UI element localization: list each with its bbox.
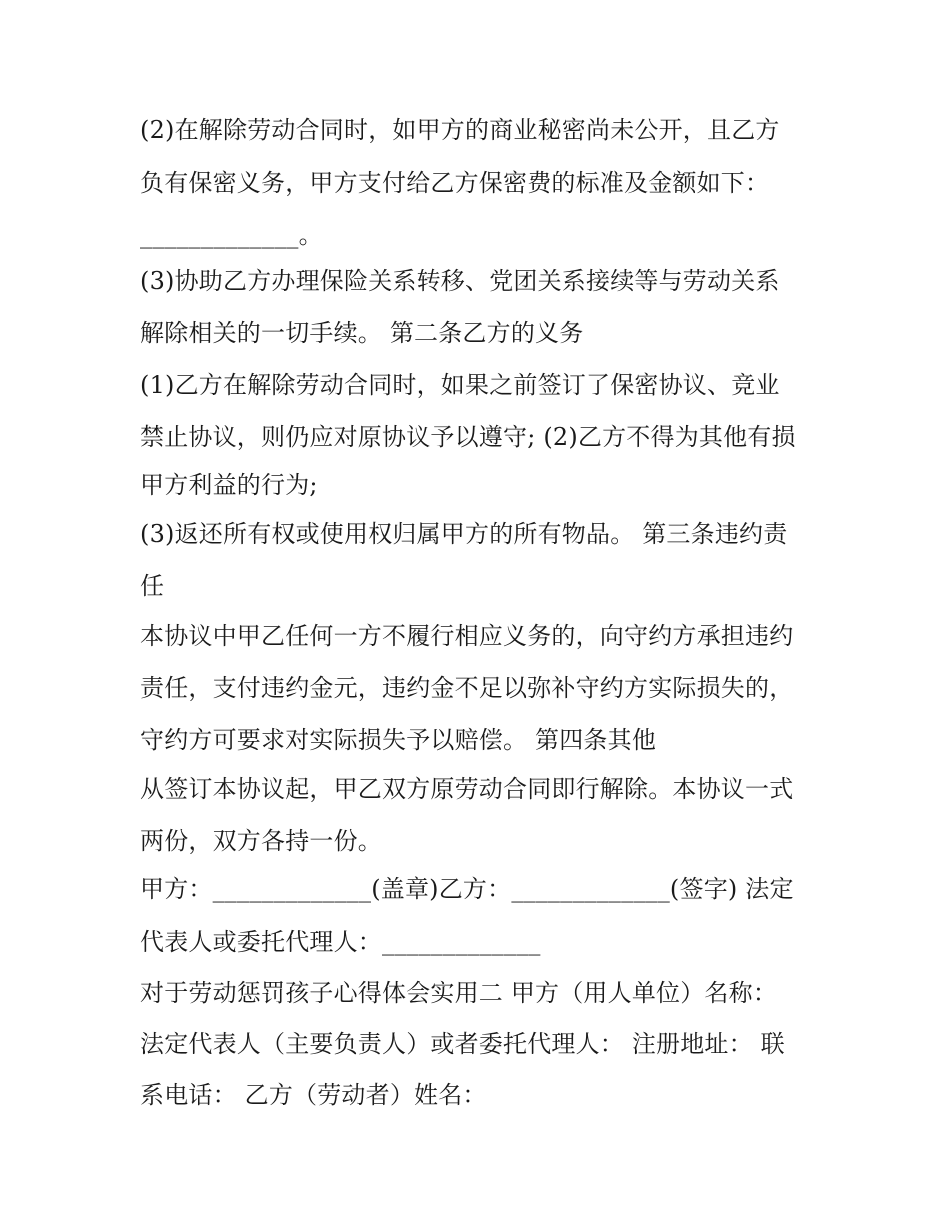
text-line: _____________。 — [140, 221, 323, 249]
text-line: 任 — [140, 572, 165, 600]
text-line: 代表人或委托代理人：_____________ — [140, 928, 541, 956]
text-line: 责任，支付违约金元，违约金不足以弥补守约方实际损失的， — [140, 674, 794, 702]
text-line: 守约方可要求对实际损失予以赔偿。 第四条其他 — [140, 726, 657, 754]
text-line: (1)乙方在解除劳动合同时，如果之前签订了保密协议、竞业 — [140, 371, 780, 399]
text-line: 系电话： 乙方（劳动者）姓名： — [140, 1081, 487, 1109]
text-line: 对于劳动惩罚孩子心得体会实用二 甲方（用人单位）名称： — [140, 979, 778, 1007]
text-line: 甲方：_____________(盖章)乙方：_____________(签字) 法定 — [140, 875, 794, 903]
text-line: 从签订本协议起，甲乙双方原劳动合同即行解除。本协议一式 — [140, 775, 794, 803]
text-line: (3)返还所有权或使用权归属甲方的所有物品。 第三条违约责 — [140, 520, 788, 548]
text-line: 甲方利益的行为; — [140, 471, 318, 499]
text-line: 解除相关的一切手续。 第二条乙方的义务 — [140, 319, 584, 347]
text-line: 本协议中甲乙任何一方不履行相应义务的，向守约方承担违约 — [140, 622, 794, 650]
text-line: 禁止协议，则仍应对原协议予以遵守; (2)乙方不得为其他有损 — [140, 423, 796, 451]
text-line: (2)在解除劳动合同时，如甲方的商业秘密尚未公开，且乙方 — [140, 116, 780, 144]
text-line: 两份，双方各持一份。 — [140, 827, 382, 855]
text-line: 法定代表人（主要负责人）或者委托代理人： 注册地址： 联 — [140, 1030, 785, 1058]
text-line: (3)协助乙方办理保险关系转移、党团关系接续等与劳动关系 — [140, 267, 780, 295]
text-line: 负有保密义务，甲方支付给乙方保密费的标准及金额如下： — [140, 169, 770, 197]
